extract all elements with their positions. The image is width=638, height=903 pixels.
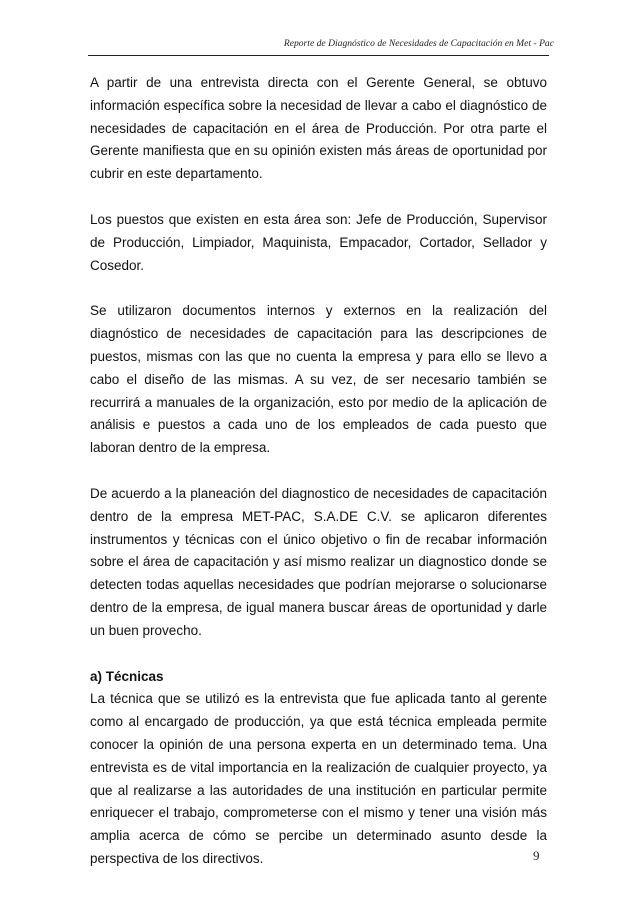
paragraph-positions: Los puestos que existen en esta área son: Jefe de Producción, Supervisor de Producción, Limpiador, Maquinista, Empacador, Cortador, Sellador y Cosedor. [90, 211, 547, 273]
paragraph-tecnicas: La técnica que se utilizó es la entrevista que fue aplicada tanto al gerente como al encargado de producción, ya que está técnica empleada permite conocer la opinión de una persona experta en un determinado tema. Una entrevista es de vital importancia en la realización de cualquier proyecto, ya que al realizarse a las autoridades de una institución en particular permite enriquecer el trabajo, comprometerse con el mismo y tener una visión más amplia acerca de cómo se percibe un determinado asunto desde la perspectiva de los directivos. [90, 691, 547, 866]
page-number: 9 [533, 848, 540, 863]
paragraph-interview: A partir de una entrevista directa con el Gerente General, se obtuvo información específica sobre la necesidad de llevar a cabo el diagnóstico de necesidades de capacitación en el área de Producción. Por otra parte el Gerente manifiesta que en su opinión existen más áreas de oportunidad por cubrir en este departamento. [90, 75, 547, 182]
document-body [90, 72, 547, 871]
header-divider [88, 55, 549, 56]
paragraph-planning: De acuerdo a la planeación del diagnostico de necesidades de capacitación dentro de la empresa MET-PAC, S.A.DE C.V. se aplicaron diferentes instrumentos y técnicas con el único objetivo o fin de recabar información sobre el área de capacitación y así mismo realizar un diagnostico donde se detecten todas aquellas necesidades que podrían mejorarse o solucionarse dentro de la empresa, de igual manera buscar áreas de oportunidad y darle un buen provecho. [90, 485, 547, 638]
paragraph-documents: Se utilizaron documentos internos y externos en la realización del diagnóstico de necesidades de capacitación para las descripciones de puestos, mismas con las que no cuenta la empresa y para ello se llevo a cabo el diseño de las mismas. A su vez, de ser necesario también se recurrirá a manuales de la organización, esto por medio de la aplicación de análisis e puestos a cada uno de los empleados de cada puesto que laboran dentro de la empresa. [90, 303, 547, 456]
section-heading-tecnicas: a) Técnicas [90, 668, 164, 684]
running-header: Reporte de Diagnóstico de Necesidades de Capacitación en Met - Pac [283, 38, 554, 49]
